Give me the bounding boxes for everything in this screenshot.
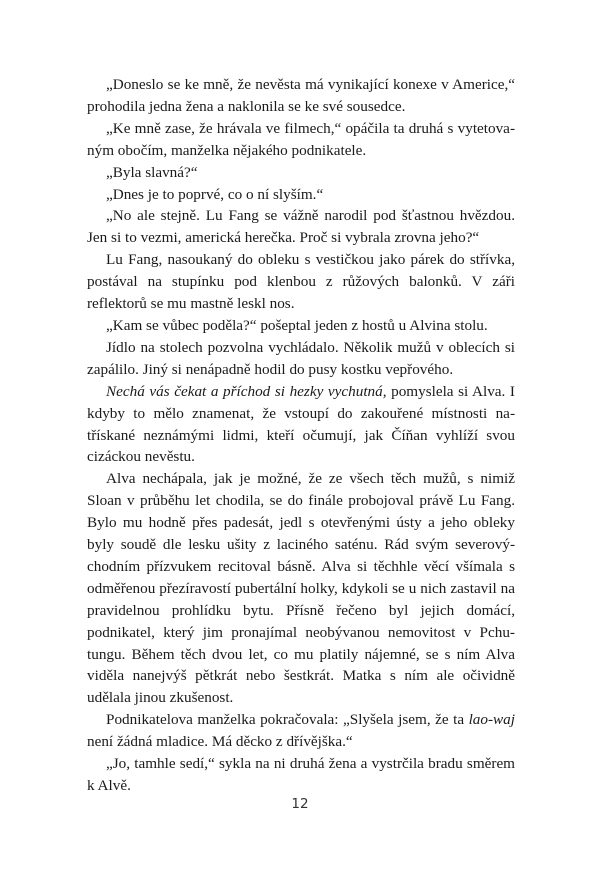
paragraph	[87, 753, 515, 797]
paragraph	[87, 118, 515, 162]
italic-text: Nechá vás čekat a příchod si hezky vychutná,	[106, 382, 387, 400]
text-segment: „Byla slavná?“	[106, 163, 198, 181]
text-segment: Podnikatelova manželka pokračovala: „Slyšela jsem, že ta	[106, 711, 469, 729]
body-text	[87, 74, 515, 797]
paragraph	[87, 249, 515, 315]
text-segment: „Ke mně zase, že hrávala ve filmech,“ opáčila ta druhá s vytetovaným obočím, manželka nějakého podnikatele.	[87, 119, 515, 159]
text-segment: není žádná mladice. Má děcko z dřívějška.“	[87, 733, 353, 751]
text-segment: Jídlo na stolech pozvolna vychládalo. Několik mužů v oblecích si zapálilo. Jiný si nenápadně hodil do pusy kostku vepřového.	[87, 338, 515, 378]
paragraph	[87, 337, 515, 381]
text-segment: „Dnes je to poprvé, co o ní slyším.“	[106, 185, 324, 203]
text-segment: Lu Fang, nasoukaný do obleku s vestičkou jako párek do střívka, postával na stupínku pod klenbou z růžových balonků. V záři reflektorů se mu mastně leskl nos.	[87, 251, 515, 313]
text-segment: „No ale stejně. Lu Fang se vážně narodil pod šťastnou hvězdou. Jen si to vezmi, americká herečka. Proč si vybrala zrovna jeho?“	[87, 207, 515, 247]
paragraph	[87, 74, 515, 118]
text-segment: „Jo, tamhle sedí,“ sykla na ni druhá žena a vystrčila bradu směrem k Alvě.	[87, 755, 515, 794]
text-segment: pomyslela si Alva. I kdyby to mělo znamenat, že vstoupí do zakouřené místnosti natřískané neznámými lidmi, kteří očumují, jak Číňan vyhlíží svou cizáckou nevěstu.	[87, 382, 515, 466]
page-number: 12	[291, 796, 309, 812]
text-segment: „Doneslo se ke mně, že nevěsta má vynikající konexe v Americe,“ prohodila jedna žena a naklonila se ke své sousedce.	[87, 76, 515, 115]
text-segment: „Kam se vůbec poděla?“ pošeptal jeden z hostů u Alvina stolu.	[106, 316, 488, 334]
paragraph	[87, 468, 515, 709]
text-segment: Alva nechápala, jak je možné, že ze všech těch mužů, s nimiž Sloan v průběhu let chodila, se do finále probojoval právě Lu Fang. Bylo mu hodně přes padesát, jedl s otevřenými ústy a jeho obleky byly soudě dle lesku ušity z laciného saténu. Rád svým severovýchodním přízvukem recitoval básně. Alva si těchhle věcí všímala s odměřenou přezíravostí pubertální holky, kdykoli se u nich zastavil na pravidelnou prohlídku bytu. Přísně řečeno byl jejich domácí, podnikatel, který jim pronajímal neobývanou nemovitost v Pchu-tungu. Během těch dvou let, co mu platily nájemné, se s ním Alva viděla nanejvýš pětkrát nebo šestkrát. Matka s ním ale očividně udělala jinou zkušenost.	[87, 470, 515, 707]
paragraph	[87, 381, 515, 469]
paragraph	[87, 315, 515, 337]
paragraph	[87, 162, 515, 184]
paragraph	[87, 709, 515, 753]
paragraph	[87, 205, 515, 249]
italic-text: lao-waj	[468, 711, 515, 729]
paragraph	[87, 184, 515, 206]
